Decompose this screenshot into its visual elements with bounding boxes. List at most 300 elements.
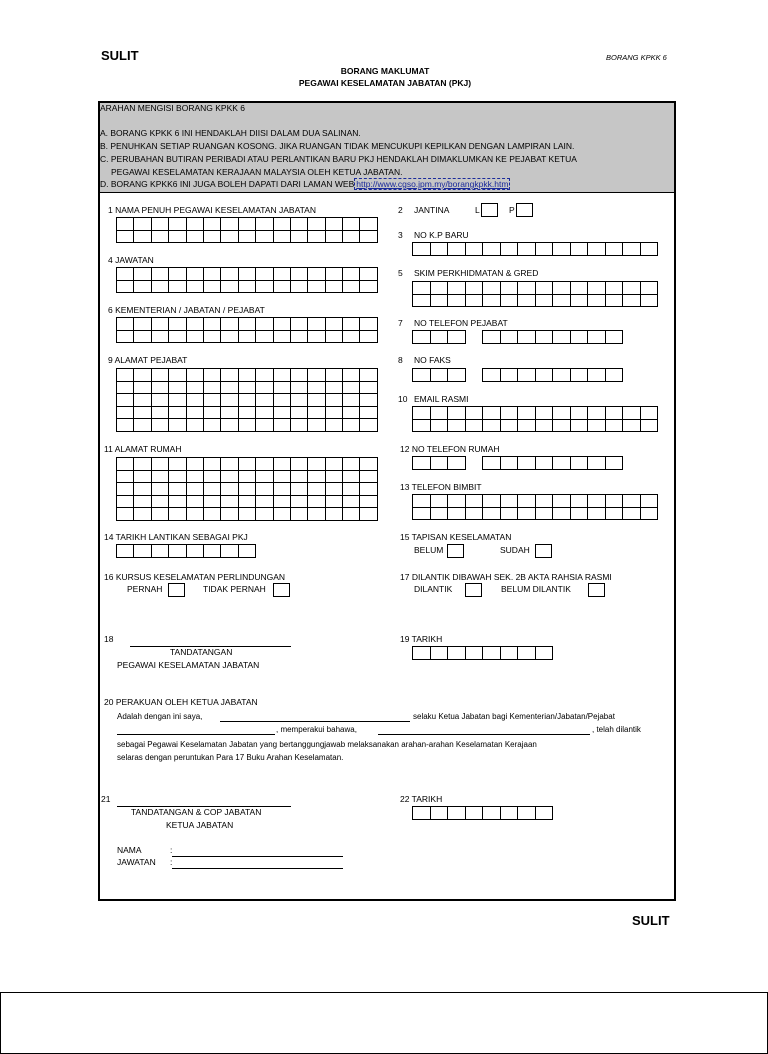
char-cell[interactable]	[221, 369, 238, 382]
char-cell[interactable]	[518, 508, 536, 521]
nama-line[interactable]	[172, 856, 343, 857]
char-cell[interactable]	[343, 382, 360, 395]
char-cell[interactable]	[360, 419, 377, 432]
char-cell[interactable]	[308, 508, 325, 521]
char-cell[interactable]	[588, 331, 606, 344]
char-cell[interactable]	[641, 282, 659, 295]
char-cell[interactable]	[169, 281, 186, 294]
char-cell[interactable]	[134, 458, 151, 471]
char-cell[interactable]	[553, 369, 571, 382]
char-cell[interactable]	[360, 471, 377, 484]
char-cell[interactable]	[204, 218, 221, 231]
char-cell[interactable]	[326, 496, 343, 509]
char-cell[interactable]	[413, 508, 431, 521]
char-cell[interactable]	[641, 243, 659, 256]
char-cell[interactable]	[588, 369, 606, 382]
char-cell[interactable]	[431, 807, 449, 820]
char-cell[interactable]	[256, 268, 273, 281]
char-cell[interactable]	[553, 457, 571, 470]
char-cell[interactable]	[134, 508, 151, 521]
char-cell[interactable]	[483, 420, 501, 433]
char-cell[interactable]	[343, 218, 360, 231]
char-cell[interactable]	[256, 382, 273, 395]
char-cell[interactable]	[152, 281, 169, 294]
char-cell[interactable]	[413, 295, 431, 308]
char-cell[interactable]	[483, 331, 501, 344]
char-cell[interactable]	[431, 647, 449, 660]
char-cell[interactable]	[291, 268, 308, 281]
char-cell[interactable]	[152, 268, 169, 281]
char-cell[interactable]	[117, 419, 134, 432]
char-cell[interactable]	[117, 483, 134, 496]
char-cell[interactable]	[553, 420, 571, 433]
char-cell[interactable]	[152, 419, 169, 432]
char-cell[interactable]	[308, 268, 325, 281]
char-cell[interactable]	[588, 407, 606, 420]
char-cell[interactable]	[606, 295, 624, 308]
char-cell[interactable]	[204, 231, 221, 244]
char-cell[interactable]	[308, 496, 325, 509]
char-cell[interactable]	[221, 268, 238, 281]
char-cell[interactable]	[606, 331, 624, 344]
char-cell[interactable]	[291, 483, 308, 496]
char-cell[interactable]	[536, 369, 554, 382]
char-cell[interactable]	[221, 407, 238, 420]
char-cell[interactable]	[152, 318, 169, 331]
char-cell[interactable]	[518, 331, 536, 344]
char-cell[interactable]	[291, 331, 308, 344]
char-cell[interactable]	[152, 407, 169, 420]
char-cell[interactable]	[326, 218, 343, 231]
char-cell[interactable]	[256, 407, 273, 420]
char-cell[interactable]	[134, 407, 151, 420]
char-cell[interactable]	[571, 407, 589, 420]
char-cell[interactable]	[343, 268, 360, 281]
char-cell[interactable]	[256, 471, 273, 484]
char-cell[interactable]	[291, 394, 308, 407]
char-cell[interactable]	[501, 407, 519, 420]
char-cell[interactable]	[204, 471, 221, 484]
char-cell[interactable]	[134, 318, 151, 331]
char-cell[interactable]	[483, 282, 501, 295]
char-cell[interactable]	[169, 419, 186, 432]
char-cell[interactable]	[239, 483, 256, 496]
char-cell[interactable]	[606, 369, 624, 382]
char-cell[interactable]	[239, 496, 256, 509]
cgso-website-link[interactable]: http://www.cgso.jpm.my/borangkpkk.htm	[356, 179, 509, 189]
char-cell[interactable]	[501, 457, 519, 470]
char-cell[interactable]	[571, 495, 589, 508]
char-cell[interactable]	[308, 318, 325, 331]
char-cell[interactable]	[274, 331, 291, 344]
char-cell[interactable]	[221, 483, 238, 496]
char-cell[interactable]	[571, 282, 589, 295]
char-cell[interactable]	[169, 382, 186, 395]
char-cell[interactable]	[308, 281, 325, 294]
char-cell[interactable]	[326, 369, 343, 382]
char-cell[interactable]	[239, 407, 256, 420]
char-cell[interactable]	[360, 508, 377, 521]
char-cell[interactable]	[256, 218, 273, 231]
char-cell[interactable]	[448, 407, 466, 420]
char-cell[interactable]	[291, 419, 308, 432]
char-cell[interactable]	[204, 419, 221, 432]
char-cell[interactable]	[256, 281, 273, 294]
char-cell[interactable]	[431, 495, 449, 508]
char-cell[interactable]	[536, 495, 554, 508]
char-cell[interactable]	[152, 231, 169, 244]
char-cell[interactable]	[343, 394, 360, 407]
char-cell[interactable]	[134, 281, 151, 294]
char-cell[interactable]	[221, 382, 238, 395]
char-cell[interactable]	[221, 394, 238, 407]
char-cell[interactable]	[187, 331, 204, 344]
char-cell[interactable]	[536, 295, 554, 308]
char-cell[interactable]	[518, 457, 536, 470]
char-cell[interactable]	[536, 420, 554, 433]
char-cell[interactable]	[518, 647, 536, 660]
char-cell[interactable]	[274, 268, 291, 281]
char-cell[interactable]	[501, 282, 519, 295]
char-cell[interactable]	[187, 382, 204, 395]
char-cell[interactable]	[274, 496, 291, 509]
char-cell[interactable]	[466, 243, 484, 256]
jantina-l-checkbox[interactable]	[481, 203, 498, 217]
char-cell[interactable]	[256, 419, 273, 432]
char-cell[interactable]	[204, 508, 221, 521]
char-cell[interactable]	[466, 495, 484, 508]
char-cell[interactable]	[134, 471, 151, 484]
char-cell[interactable]	[553, 282, 571, 295]
char-cell[interactable]	[606, 282, 624, 295]
char-cell[interactable]	[134, 268, 151, 281]
char-cell[interactable]	[588, 420, 606, 433]
char-cell[interactable]	[360, 407, 377, 420]
char-cell[interactable]	[483, 807, 501, 820]
char-cell[interactable]	[169, 458, 186, 471]
char-cell[interactable]	[588, 495, 606, 508]
char-cell[interactable]	[117, 545, 134, 558]
char-cell[interactable]	[413, 807, 431, 820]
char-cell[interactable]	[134, 394, 151, 407]
char-cell[interactable]	[169, 483, 186, 496]
char-cell[interactable]	[360, 496, 377, 509]
char-cell[interactable]	[274, 407, 291, 420]
char-cell[interactable]	[152, 496, 169, 509]
char-cell[interactable]	[274, 231, 291, 244]
char-cell[interactable]	[221, 281, 238, 294]
char-cell[interactable]	[187, 545, 204, 558]
char-cell[interactable]	[221, 218, 238, 231]
char-cell[interactable]	[169, 231, 186, 244]
char-cell[interactable]	[152, 218, 169, 231]
char-cell[interactable]	[291, 407, 308, 420]
char-cell[interactable]	[623, 295, 641, 308]
char-cell[interactable]	[431, 420, 449, 433]
char-cell[interactable]	[413, 420, 431, 433]
char-cell[interactable]	[343, 419, 360, 432]
char-cell[interactable]	[641, 420, 659, 433]
char-cell[interactable]	[134, 331, 151, 344]
char-cell[interactable]	[606, 495, 624, 508]
char-cell[interactable]	[413, 647, 431, 660]
char-cell[interactable]	[326, 483, 343, 496]
char-cell[interactable]	[431, 508, 449, 521]
char-cell[interactable]	[466, 295, 484, 308]
char-cell[interactable]	[360, 231, 377, 244]
char-cell[interactable]	[623, 495, 641, 508]
char-cell[interactable]	[204, 318, 221, 331]
char-cell[interactable]	[466, 420, 484, 433]
char-cell[interactable]	[413, 369, 431, 382]
char-cell[interactable]	[448, 495, 466, 508]
char-cell[interactable]	[623, 243, 641, 256]
char-cell[interactable]	[501, 647, 519, 660]
char-cell[interactable]	[641, 495, 659, 508]
char-cell[interactable]	[274, 508, 291, 521]
char-cell[interactable]	[274, 318, 291, 331]
char-cell[interactable]	[536, 243, 554, 256]
char-cell[interactable]	[588, 282, 606, 295]
char-cell[interactable]	[501, 508, 519, 521]
char-cell[interactable]	[518, 407, 536, 420]
char-cell[interactable]	[204, 496, 221, 509]
char-cell[interactable]	[431, 282, 449, 295]
char-cell[interactable]	[187, 471, 204, 484]
char-cell[interactable]	[187, 281, 204, 294]
char-cell[interactable]	[343, 483, 360, 496]
char-cell[interactable]	[326, 407, 343, 420]
char-cell[interactable]	[291, 281, 308, 294]
char-cell[interactable]	[308, 483, 325, 496]
char-cell[interactable]	[308, 382, 325, 395]
char-cell[interactable]	[239, 331, 256, 344]
char-cell[interactable]	[466, 508, 484, 521]
char-cell[interactable]	[431, 243, 449, 256]
char-cell[interactable]	[360, 483, 377, 496]
char-cell[interactable]	[152, 331, 169, 344]
char-cell[interactable]	[239, 281, 256, 294]
char-cell[interactable]	[169, 545, 186, 558]
char-cell[interactable]	[606, 420, 624, 433]
char-cell[interactable]	[483, 369, 501, 382]
char-cell[interactable]	[343, 281, 360, 294]
char-cell[interactable]	[553, 295, 571, 308]
char-cell[interactable]	[308, 369, 325, 382]
char-cell[interactable]	[117, 268, 134, 281]
char-cell[interactable]	[343, 508, 360, 521]
char-cell[interactable]	[431, 369, 449, 382]
char-cell[interactable]	[606, 457, 624, 470]
char-cell[interactable]	[483, 407, 501, 420]
char-cell[interactable]	[239, 382, 256, 395]
char-cell[interactable]	[588, 457, 606, 470]
char-cell[interactable]	[221, 471, 238, 484]
char-cell[interactable]	[291, 218, 308, 231]
char-cell[interactable]	[274, 419, 291, 432]
char-cell[interactable]	[256, 231, 273, 244]
char-cell[interactable]	[413, 331, 431, 344]
char-cell[interactable]	[291, 382, 308, 395]
char-cell[interactable]	[501, 420, 519, 433]
char-cell[interactable]	[169, 471, 186, 484]
char-cell[interactable]	[169, 394, 186, 407]
char-cell[interactable]	[274, 458, 291, 471]
char-cell[interactable]	[291, 496, 308, 509]
char-cell[interactable]	[448, 282, 466, 295]
char-cell[interactable]	[413, 243, 431, 256]
char-cell[interactable]	[256, 508, 273, 521]
char-cell[interactable]	[343, 458, 360, 471]
char-cell[interactable]	[326, 318, 343, 331]
char-cell[interactable]	[117, 331, 134, 344]
char-cell[interactable]	[239, 318, 256, 331]
char-cell[interactable]	[326, 382, 343, 395]
char-cell[interactable]	[518, 369, 536, 382]
char-cell[interactable]	[326, 419, 343, 432]
dilantik-checkbox[interactable]	[465, 583, 482, 597]
char-cell[interactable]	[308, 407, 325, 420]
char-cell[interactable]	[134, 369, 151, 382]
char-cell[interactable]	[221, 508, 238, 521]
char-cell[interactable]	[117, 281, 134, 294]
belum-dilantik-checkbox[interactable]	[588, 583, 605, 597]
pernah-checkbox[interactable]	[168, 583, 185, 597]
char-cell[interactable]	[239, 369, 256, 382]
char-cell[interactable]	[187, 394, 204, 407]
char-cell[interactable]	[501, 495, 519, 508]
char-cell[interactable]	[571, 243, 589, 256]
char-cell[interactable]	[483, 508, 501, 521]
char-cell[interactable]	[571, 369, 589, 382]
char-cell[interactable]	[448, 369, 466, 382]
char-cell[interactable]	[291, 318, 308, 331]
char-cell[interactable]	[326, 231, 343, 244]
char-cell[interactable]	[326, 394, 343, 407]
char-cell[interactable]	[360, 394, 377, 407]
perakuan-officer-line[interactable]	[378, 734, 590, 735]
char-cell[interactable]	[187, 218, 204, 231]
char-cell[interactable]	[169, 508, 186, 521]
char-cell[interactable]	[187, 483, 204, 496]
char-cell[interactable]	[466, 647, 484, 660]
char-cell[interactable]	[360, 458, 377, 471]
char-cell[interactable]	[256, 331, 273, 344]
char-cell[interactable]	[553, 243, 571, 256]
char-cell[interactable]	[134, 419, 151, 432]
char-cell[interactable]	[343, 369, 360, 382]
char-cell[interactable]	[606, 407, 624, 420]
char-cell[interactable]	[117, 458, 134, 471]
char-cell[interactable]	[343, 331, 360, 344]
char-cell[interactable]	[448, 647, 466, 660]
char-cell[interactable]	[204, 382, 221, 395]
char-cell[interactable]	[239, 268, 256, 281]
char-cell[interactable]	[239, 231, 256, 244]
char-cell[interactable]	[501, 331, 519, 344]
char-cell[interactable]	[169, 318, 186, 331]
char-cell[interactable]	[623, 282, 641, 295]
char-cell[interactable]	[187, 496, 204, 509]
char-cell[interactable]	[431, 407, 449, 420]
char-cell[interactable]	[518, 282, 536, 295]
char-cell[interactable]	[204, 545, 221, 558]
char-cell[interactable]	[117, 471, 134, 484]
char-cell[interactable]	[256, 496, 273, 509]
char-cell[interactable]	[117, 231, 134, 244]
char-cell[interactable]	[413, 407, 431, 420]
char-cell[interactable]	[623, 420, 641, 433]
char-cell[interactable]	[623, 407, 641, 420]
char-cell[interactable]	[274, 218, 291, 231]
char-cell[interactable]	[274, 281, 291, 294]
char-cell[interactable]	[641, 407, 659, 420]
char-cell[interactable]	[641, 295, 659, 308]
char-cell[interactable]	[448, 295, 466, 308]
char-cell[interactable]	[536, 331, 554, 344]
char-cell[interactable]	[571, 331, 589, 344]
char-cell[interactable]	[326, 268, 343, 281]
char-cell[interactable]	[274, 369, 291, 382]
perakuan-ministry-line[interactable]	[117, 734, 275, 735]
char-cell[interactable]	[134, 545, 151, 558]
char-cell[interactable]	[152, 394, 169, 407]
jawatan-line[interactable]	[172, 868, 343, 869]
char-cell[interactable]	[274, 382, 291, 395]
char-cell[interactable]	[308, 458, 325, 471]
char-cell[interactable]	[448, 807, 466, 820]
char-cell[interactable]	[152, 508, 169, 521]
char-cell[interactable]	[187, 231, 204, 244]
char-cell[interactable]	[221, 331, 238, 344]
char-cell[interactable]	[360, 382, 377, 395]
char-cell[interactable]	[413, 457, 431, 470]
char-cell[interactable]	[483, 495, 501, 508]
char-cell[interactable]	[204, 458, 221, 471]
char-cell[interactable]	[483, 243, 501, 256]
char-cell[interactable]	[326, 471, 343, 484]
char-cell[interactable]	[588, 243, 606, 256]
char-cell[interactable]	[501, 295, 519, 308]
char-cell[interactable]	[204, 331, 221, 344]
char-cell[interactable]	[466, 282, 484, 295]
char-cell[interactable]	[360, 268, 377, 281]
char-cell[interactable]	[187, 419, 204, 432]
jantina-p-checkbox[interactable]	[516, 203, 533, 217]
char-cell[interactable]	[239, 419, 256, 432]
char-cell[interactable]	[571, 420, 589, 433]
char-cell[interactable]	[483, 295, 501, 308]
char-cell[interactable]	[256, 318, 273, 331]
char-cell[interactable]	[239, 458, 256, 471]
tidak-pernah-checkbox[interactable]	[273, 583, 290, 597]
char-cell[interactable]	[483, 647, 501, 660]
char-cell[interactable]	[134, 483, 151, 496]
char-cell[interactable]	[117, 318, 134, 331]
char-cell[interactable]	[308, 231, 325, 244]
char-cell[interactable]	[187, 508, 204, 521]
char-cell[interactable]	[588, 508, 606, 521]
char-cell[interactable]	[413, 282, 431, 295]
char-cell[interactable]	[448, 420, 466, 433]
char-cell[interactable]	[274, 483, 291, 496]
char-cell[interactable]	[221, 419, 238, 432]
char-cell[interactable]	[134, 218, 151, 231]
perakuan-name-line[interactable]	[220, 721, 410, 722]
char-cell[interactable]	[326, 458, 343, 471]
char-cell[interactable]	[134, 496, 151, 509]
char-cell[interactable]	[152, 471, 169, 484]
